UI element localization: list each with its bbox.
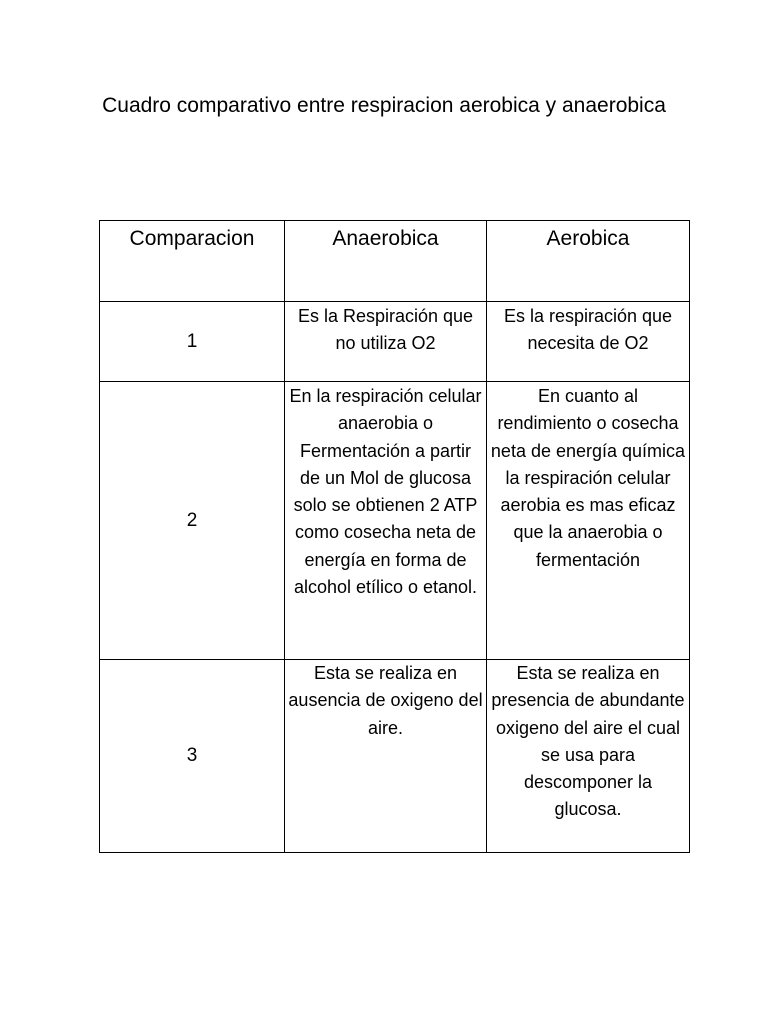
header-anaerobica: Anaerobica	[285, 221, 487, 302]
row-number: 3	[100, 660, 285, 853]
table-header-row	[100, 221, 690, 302]
header-comparacion: Comparacion	[100, 221, 285, 302]
cell-aerobica: Esta se realiza en presencia de abundante oxigeno del aire el cual se usa para descomponer la glucosa.	[487, 660, 690, 853]
row-number: 2	[100, 382, 285, 660]
cell-aerobica: Es la respiración que necesita de O2	[487, 302, 690, 382]
cell-anaerobica: En la respiración celular anaerobia o Fermentación a partir de un Mol de glucosa solo se obtienen 2 ATP como cosecha neta de energía en forma de alcohol etílico o etanol.	[285, 382, 487, 660]
row-number: 1	[100, 302, 285, 382]
cell-aerobica: En cuanto al rendimiento o cosecha neta de energía química la respiración celular aerobia es mas eficaz que la anaerobia o fermentación	[487, 382, 690, 660]
document-title: Cuadro comparativo entre respiracion aerobica y anaerobica	[102, 94, 666, 117]
header-aerobica: Aerobica	[487, 221, 690, 302]
table-row	[100, 660, 690, 853]
table-row	[100, 382, 690, 660]
cell-anaerobica: Es la Respiración que no utiliza O2	[285, 302, 487, 382]
cell-anaerobica: Esta se realiza en ausencia de oxigeno del aire.	[285, 660, 487, 853]
comparison-table	[99, 220, 690, 853]
table-row	[100, 302, 690, 382]
